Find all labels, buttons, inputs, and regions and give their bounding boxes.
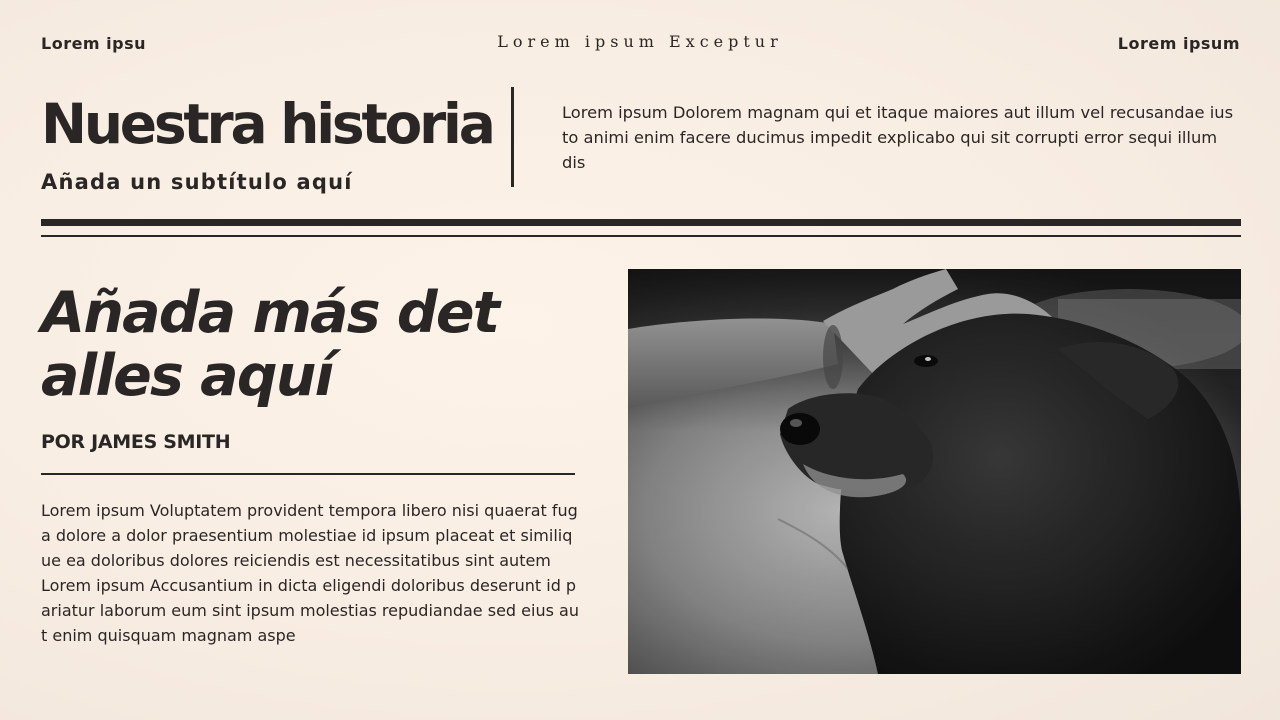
header-right-label: Lorem ipsum [1117, 34, 1240, 53]
article-paragraph: Lorem ipsum Accusantium in dicta eligendi doloribus deserunt id pariatur laborum eum sint ipsum molestias repudiandae sed eius aut enim quisquam magnam aspe [41, 576, 579, 645]
byline-divider [41, 473, 575, 475]
vertical-divider [511, 87, 514, 187]
article-paragraph: Lorem ipsum Voluptatem provident tempora libero nisi quaerat fuga dolore a dolor praesentium molestiae id ipsum placeat et similique ea doloribus dolores reiciendis est necessitatibus sint autem [41, 501, 578, 570]
intro-paragraph: Lorem ipsum Dolorem magnam qui et itaque maiores aut illum vel recusandae ius to animi enim facere ducimus impedit explicabo qui sit corrupti error sequi illum dis [562, 103, 1234, 172]
header-rule-thin [41, 235, 1241, 237]
dog-photo [628, 269, 1241, 674]
article-headline: Añada más det alles aquí [41, 280, 499, 409]
article-body [41, 498, 581, 648]
page-title: Nuestra historia [41, 92, 493, 156]
dog-photo-icon [628, 269, 1241, 674]
header-rule-thick [41, 219, 1241, 226]
header-center-label: Lorem ipsum Exceptur [497, 32, 783, 51]
page-subtitle: Añada un subtítulo aquí [41, 170, 353, 194]
article-byline: POR JAMES SMITH [41, 431, 231, 453]
header-left-label: Lorem ipsu [41, 34, 147, 53]
